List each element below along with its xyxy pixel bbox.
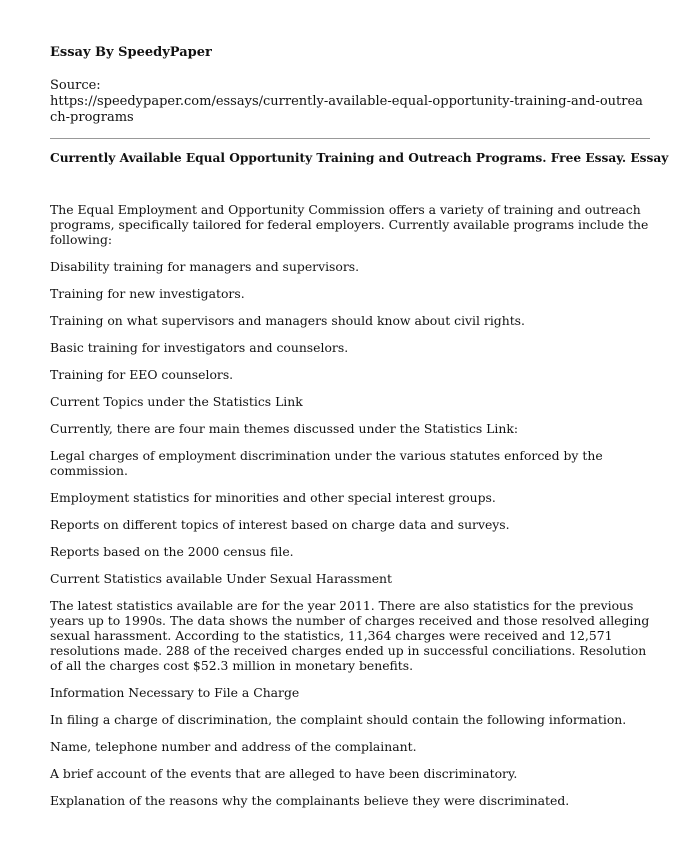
paragraph: In filing a charge of discrimination, the complaint should contain the following information. (50, 712, 627, 727)
list-item: Legal charges of employment discrimination under the various statutes enforced by the commission. (50, 448, 603, 478)
header-title: Essay By SpeedyPaper (50, 45, 212, 60)
divider (50, 138, 650, 139)
list-item: A brief account of the events that are alleged to have been discriminatory. (50, 766, 518, 781)
section-heading: Information Necessary to File a Charge (50, 685, 300, 700)
list-item: Employment statistics for minorities and other special interest groups. (50, 490, 496, 505)
list-item: Training for EEO counselors. (50, 367, 234, 382)
essay-title: Currently Available Equal Opportunity Training and Outreach Programs. Free Essay. Essay (50, 151, 669, 165)
list-item: Reports based on the 2000 census file. (50, 544, 294, 559)
source-label: Source: (50, 78, 101, 93)
paragraph: The latest statistics available are for the year 2011. There are also statistics for the previous years up to 1990s. The data shows the number of charges received and those resolved alleging sexual harassment. According to the statistics, 11,364 charges were received and 12,571 resolutions made. 288 of the received charges ended up in successful conciliations. Resolution of all the charges cost $52.3 million in monetary benefits. (50, 598, 650, 673)
list-item: Explanation of the reasons why the complainants believe they were discriminated. (50, 793, 570, 808)
paragraph: Currently, there are four main themes discussed under the Statistics Link: (50, 421, 519, 436)
source-url[interactable]: https://speedypaper.com/essays/currently-available-equal-opportunity-training-and-outreach-programs (50, 94, 643, 125)
paragraph: The Equal Employment and Opportunity Commission offers a variety of training and outreach programs, specifically tailored for federal employers. Currently available programs include the following: (50, 202, 649, 247)
section-heading: Current Topics under the Statistics Link (50, 394, 303, 409)
list-item: Disability training for managers and supervisors. (50, 259, 360, 274)
list-item: Training on what supervisors and managers should know about civil rights. (50, 313, 525, 328)
list-item: Name, telephone number and address of the complainant. (50, 739, 417, 754)
list-item: Reports on different topics of interest based on charge data and surveys. (50, 517, 510, 532)
list-item: Basic training for investigators and counselors. (50, 340, 349, 355)
section-heading: Current Statistics available Under Sexual Harassment (50, 571, 393, 586)
essay-body (50, 202, 650, 820)
list-item: Training for new investigators. (50, 286, 245, 301)
